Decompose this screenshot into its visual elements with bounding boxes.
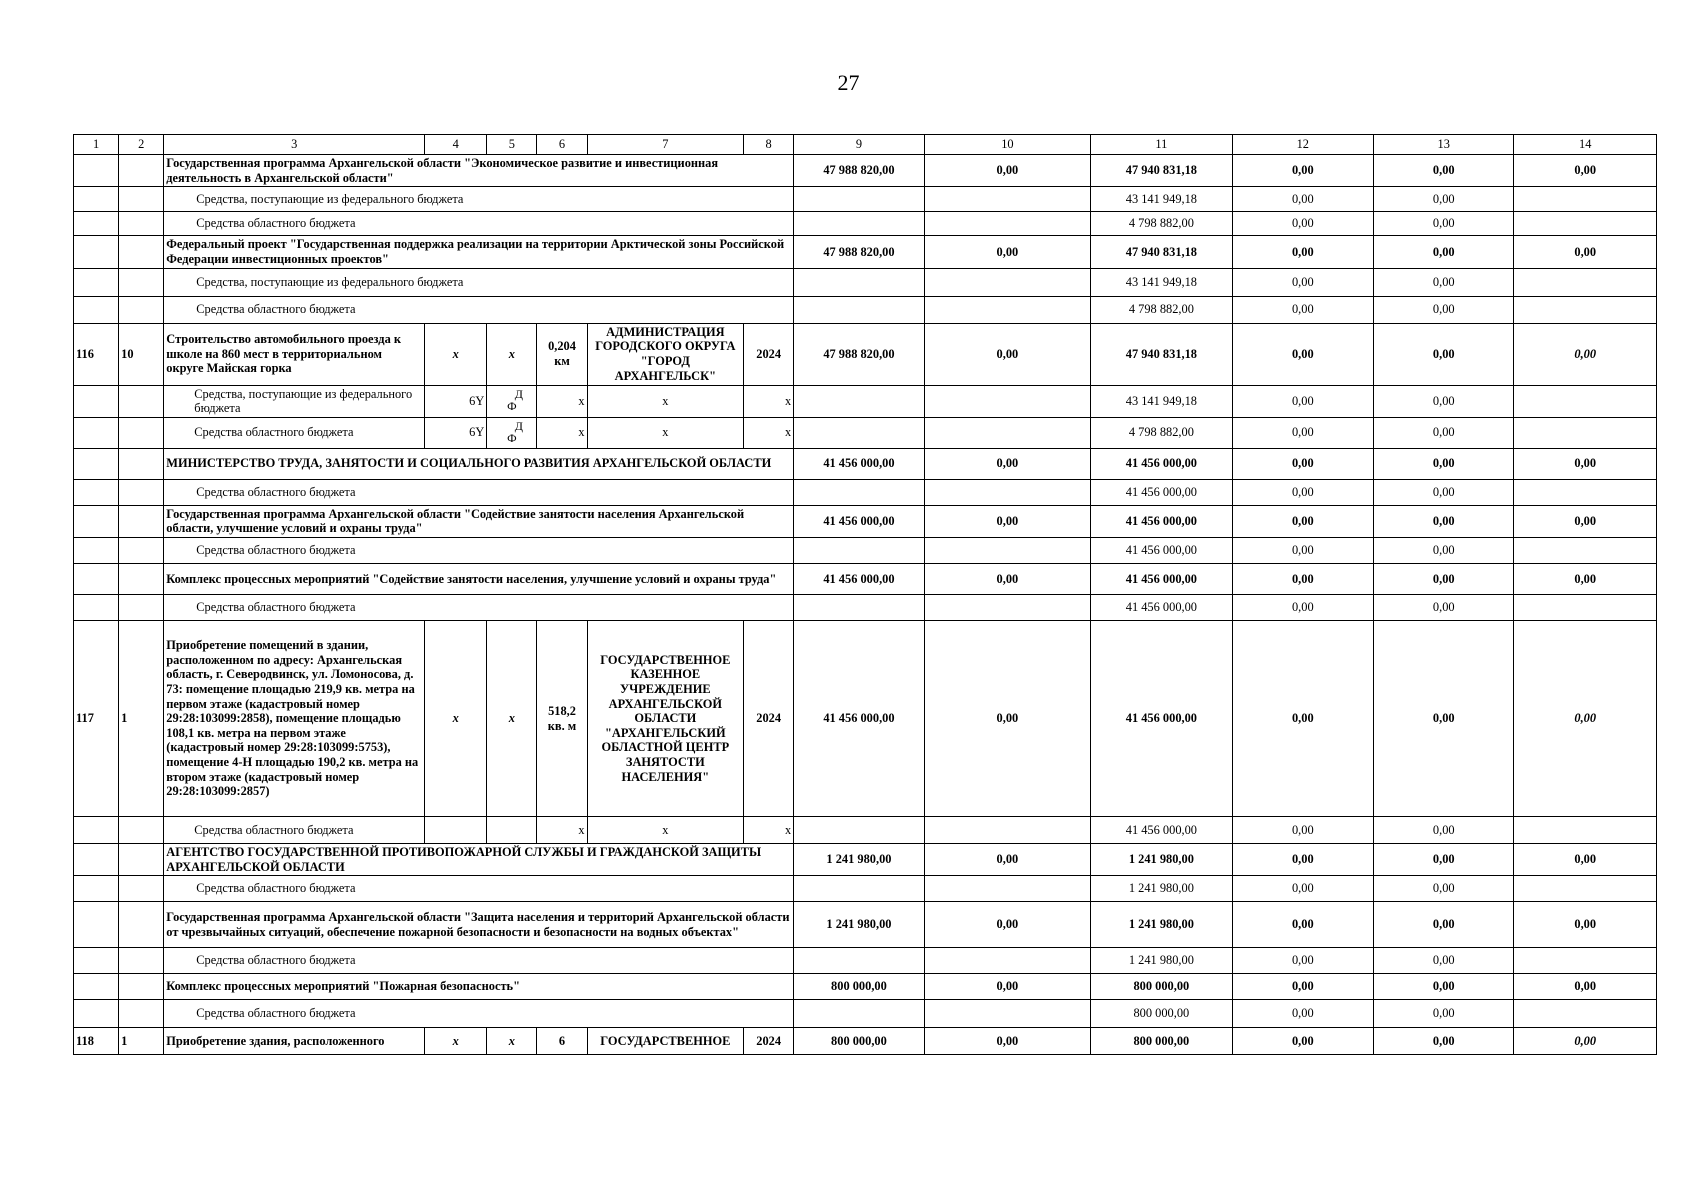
- amount-cell: 0,00: [1374, 974, 1514, 1000]
- amount-cell: 0,00: [1374, 212, 1514, 236]
- amount-cell: 0,00: [1232, 844, 1373, 876]
- amount-cell: 41 456 000,00: [794, 564, 924, 595]
- amount-cell: 0,00: [1374, 385, 1514, 417]
- row-number-cell: [74, 538, 119, 564]
- row-number-cell: [74, 505, 119, 537]
- funding-source: Средства областного бюджета: [164, 212, 794, 236]
- column-header: 3: [164, 135, 425, 155]
- amount-cell: 1 241 980,00: [1091, 948, 1232, 974]
- funding-source: Средства областного бюджета: [164, 479, 794, 505]
- amount-cell: 0,00: [1232, 1000, 1373, 1028]
- amount-cell: 0,00: [924, 236, 1091, 268]
- table-row: [74, 974, 1657, 1000]
- amount-cell: 0,00: [1514, 844, 1657, 876]
- item-number-cell: [119, 268, 164, 296]
- table-row: [74, 479, 1657, 505]
- amount-cell: 41 456 000,00: [794, 448, 924, 479]
- row-number-cell: [74, 479, 119, 505]
- funding-source: Средства областного бюджета: [164, 817, 425, 844]
- amount-cell: 0,00: [924, 621, 1091, 817]
- recipient-cell: x: [587, 385, 743, 417]
- table-row: [74, 505, 1657, 537]
- amount-cell: 43 141 949,18: [1091, 268, 1232, 296]
- funding-source: Средства областного бюджета: [164, 876, 794, 902]
- column-header: 11: [1091, 135, 1232, 155]
- amount-cell: 0,00: [1232, 385, 1373, 417]
- row-number-cell: [74, 155, 119, 187]
- code-cell: [487, 417, 537, 448]
- year-cell: x: [744, 385, 794, 417]
- amount-cell: 47 988 820,00: [794, 155, 924, 187]
- code-letters: Д Ф: [507, 387, 523, 414]
- item-number-cell: [119, 844, 164, 876]
- amount-cell: 800 000,00: [1091, 974, 1232, 1000]
- amount-cell: 41 456 000,00: [1091, 538, 1232, 564]
- amount-cell: [1514, 948, 1657, 974]
- funding-source: Средства областного бюджета: [164, 296, 794, 323]
- amount-cell: [924, 538, 1091, 564]
- amount-cell: [794, 479, 924, 505]
- amount-cell: 0,00: [1232, 1028, 1373, 1055]
- table-row: [74, 844, 1657, 876]
- recipient-cell: АДМИНИСТРАЦИЯ ГОРОДСКОГО ОКРУГА "ГОРОД АРХАНГЕЛЬСК": [587, 323, 743, 385]
- row-number-cell: [74, 236, 119, 268]
- column-header: 2: [119, 135, 164, 155]
- amount-cell: 0,00: [1232, 876, 1373, 902]
- amount-cell: 0,00: [1232, 505, 1373, 537]
- amount-cell: 0,00: [1374, 187, 1514, 212]
- item-number-cell: 1: [119, 1028, 164, 1055]
- amount-cell: 43 141 949,18: [1091, 187, 1232, 212]
- amount-cell: 800 000,00: [1091, 1028, 1232, 1055]
- item-number-cell: [119, 538, 164, 564]
- table-row: [74, 417, 1657, 448]
- item-number-cell: [119, 155, 164, 187]
- amount-cell: [1514, 187, 1657, 212]
- amount-cell: 0,00: [924, 844, 1091, 876]
- amount-cell: [794, 1000, 924, 1028]
- amount-cell: 0,00: [1374, 595, 1514, 621]
- amount-cell: 0,00: [1374, 844, 1514, 876]
- budget-table: [73, 134, 1657, 1055]
- group-name: Государственная программа Архангельской области "Экономическое развитие и инвестиционная деятельность в Архангельской области": [164, 155, 794, 187]
- amount-cell: 0,00: [1232, 187, 1373, 212]
- amount-cell: [924, 417, 1091, 448]
- amount-cell: 0,00: [1374, 296, 1514, 323]
- item-number-cell: [119, 564, 164, 595]
- table-row: [74, 323, 1657, 385]
- amount-cell: [794, 296, 924, 323]
- amount-cell: 4 798 882,00: [1091, 212, 1232, 236]
- funding-source: Средства областного бюджета: [164, 538, 794, 564]
- item-number-cell: [119, 505, 164, 537]
- code-cell: x: [487, 1028, 537, 1055]
- row-number-cell: [74, 417, 119, 448]
- funding-source: Средства областного бюджета: [164, 1000, 794, 1028]
- code-cell: [487, 385, 537, 417]
- item-number-cell: [119, 902, 164, 948]
- group-name: АГЕНТСТВО ГОСУДАРСТВЕННОЙ ПРОТИВОПОЖАРНОЙ СЛУЖБЫ И ГРАЖДАНСКОЙ ЗАЩИТЫ АРХАНГЕЛЬСКОЙ ОБЛАСТИ: [164, 844, 794, 876]
- row-number-cell: [74, 974, 119, 1000]
- item-number-cell: [119, 948, 164, 974]
- item-number-cell: [119, 212, 164, 236]
- object-name: Приобретение помещений в здании, расположенном по адресу: Архангельская область, г. Северодвинск, ул. Ломоносова, д. 73: помещение площадью 219,9 кв. метра на первом этаже (кадастровый номер 29:28:103099:2858), помещение площадью 108,1 кв. метра на первом этаже (кадастровый номер 29:28:103099:5753), помещение 4-Н площадью 190,2 кв. метра на втором этаже (кадастровый номер 29:28:103099:2857): [164, 621, 425, 817]
- amount-cell: 0,00: [1232, 448, 1373, 479]
- recipient-cell: x: [587, 817, 743, 844]
- amount-cell: 0,00: [1374, 155, 1514, 187]
- table-row: [74, 268, 1657, 296]
- table-row: [74, 948, 1657, 974]
- funding-source: Средства, поступающие из федерального бюджета: [164, 187, 794, 212]
- amount-cell: 0,00: [924, 1028, 1091, 1055]
- amount-cell: 0,00: [1374, 817, 1514, 844]
- column-header: 14: [1514, 135, 1657, 155]
- amount-cell: 1 241 980,00: [1091, 844, 1232, 876]
- amount-cell: [1514, 595, 1657, 621]
- amount-cell: 1 241 980,00: [1091, 902, 1232, 948]
- group-name: Комплекс процессных мероприятий "Пожарная безопасность": [164, 974, 794, 1000]
- amount-cell: 0,00: [1374, 538, 1514, 564]
- amount-cell: 0,00: [1514, 1028, 1657, 1055]
- item-number-cell: [119, 817, 164, 844]
- amount-cell: 800 000,00: [1091, 1000, 1232, 1028]
- code-cell: 6Y: [425, 417, 487, 448]
- amount-cell: 43 141 949,18: [1091, 385, 1232, 417]
- amount-cell: 0,00: [1232, 595, 1373, 621]
- amount-cell: 0,00: [1374, 876, 1514, 902]
- amount-cell: [794, 876, 924, 902]
- table-row: [74, 902, 1657, 948]
- amount-cell: 0,00: [1374, 1000, 1514, 1028]
- code-cell: x: [487, 621, 537, 817]
- code-letters: Д Ф: [507, 418, 523, 445]
- table-row: [74, 1000, 1657, 1028]
- amount-cell: 0,00: [1232, 538, 1373, 564]
- object-name: Приобретение здания, расположенного: [164, 1028, 425, 1055]
- amount-cell: 0,00: [1232, 212, 1373, 236]
- amount-cell: 0,00: [1514, 323, 1657, 385]
- recipient-cell: x: [587, 417, 743, 448]
- amount-cell: [1514, 296, 1657, 323]
- amount-cell: [1514, 385, 1657, 417]
- code-cell: [487, 817, 537, 844]
- amount-cell: 47 988 820,00: [794, 236, 924, 268]
- capacity-cell: x: [537, 817, 587, 844]
- amount-cell: 0,00: [1232, 479, 1373, 505]
- amount-cell: 0,00: [1514, 505, 1657, 537]
- row-number-cell: [74, 385, 119, 417]
- item-number-cell: [119, 876, 164, 902]
- funding-source: Средства областного бюджета: [164, 595, 794, 621]
- amount-cell: 0,00: [1374, 479, 1514, 505]
- amount-cell: 0,00: [924, 564, 1091, 595]
- funding-source: Средства областного бюджета: [164, 417, 425, 448]
- funding-source: Средства областного бюджета: [164, 948, 794, 974]
- group-name: Государственная программа Архангельской области "Защита населения и территорий Архангельской области от чрезвычайных ситуаций, обеспечение пожарной безопасности и безопасности на водных объектах": [164, 902, 794, 948]
- amount-cell: 1 241 980,00: [1091, 876, 1232, 902]
- table-row: [74, 621, 1657, 817]
- amount-cell: 0,00: [1232, 268, 1373, 296]
- amount-cell: 47 988 820,00: [794, 323, 924, 385]
- amount-cell: 0,00: [1232, 564, 1373, 595]
- amount-cell: 0,00: [1374, 902, 1514, 948]
- item-number-cell: [119, 385, 164, 417]
- code-cell: x: [425, 621, 487, 817]
- amount-cell: 0,00: [1232, 417, 1373, 448]
- amount-cell: 0,00: [1232, 323, 1373, 385]
- amount-cell: 0,00: [1232, 621, 1373, 817]
- amount-cell: 1 241 980,00: [794, 902, 924, 948]
- amount-cell: [1514, 268, 1657, 296]
- row-number-cell: [74, 212, 119, 236]
- item-number-cell: [119, 187, 164, 212]
- amount-cell: [924, 385, 1091, 417]
- group-name: Государственная программа Архангельской области "Содействие занятости населения Архангельской области, улучшение условий и охраны труда": [164, 505, 794, 537]
- item-number-cell: 10: [119, 323, 164, 385]
- amount-cell: 0,00: [1232, 817, 1373, 844]
- row-number-cell: [74, 817, 119, 844]
- row-number-cell: [74, 296, 119, 323]
- capacity-cell: 0,204 км: [537, 323, 587, 385]
- amount-cell: [794, 212, 924, 236]
- table-row: [74, 876, 1657, 902]
- column-header: 4: [425, 135, 487, 155]
- group-name: Федеральный проект "Государственная поддержка реализации на территории Арктической зоны Российской Федерации инвестиционных проектов": [164, 236, 794, 268]
- amount-cell: [1514, 876, 1657, 902]
- item-number-cell: [119, 1000, 164, 1028]
- amount-cell: 0,00: [924, 974, 1091, 1000]
- amount-cell: [794, 538, 924, 564]
- row-number-cell: [74, 948, 119, 974]
- row-number-cell: [74, 876, 119, 902]
- amount-cell: 0,00: [1232, 155, 1373, 187]
- amount-cell: [794, 948, 924, 974]
- item-number-cell: [119, 595, 164, 621]
- year-cell: 2024: [744, 1028, 794, 1055]
- code-cell: x: [425, 1028, 487, 1055]
- amount-cell: 0,00: [1514, 621, 1657, 817]
- amount-cell: 0,00: [1232, 974, 1373, 1000]
- item-number-cell: [119, 448, 164, 479]
- code-cell: [425, 817, 487, 844]
- year-cell: 2024: [744, 621, 794, 817]
- table-row: [74, 385, 1657, 417]
- amount-cell: [1514, 1000, 1657, 1028]
- amount-cell: 0,00: [924, 448, 1091, 479]
- amount-cell: 0,00: [1374, 505, 1514, 537]
- amount-cell: 0,00: [924, 155, 1091, 187]
- amount-cell: 41 456 000,00: [1091, 595, 1232, 621]
- amount-cell: 0,00: [1514, 974, 1657, 1000]
- capacity-cell: x: [537, 417, 587, 448]
- year-cell: x: [744, 417, 794, 448]
- table-row: [74, 236, 1657, 268]
- group-name: Комплекс процессных мероприятий "Содействие занятости населения, улучшение условий и охраны труда": [164, 564, 794, 595]
- group-name: МИНИСТЕРСТВО ТРУДА, ЗАНЯТОСТИ И СОЦИАЛЬНОГО РАЗВИТИЯ АРХАНГЕЛЬСКОЙ ОБЛАСТИ: [164, 448, 794, 479]
- item-number-cell: [119, 974, 164, 1000]
- amount-cell: [794, 187, 924, 212]
- amount-cell: [924, 595, 1091, 621]
- amount-cell: 41 456 000,00: [794, 505, 924, 537]
- code-cell: x: [425, 323, 487, 385]
- item-number-cell: [119, 296, 164, 323]
- page-number: 27: [837, 70, 860, 95]
- capacity-cell: 518,2 кв. м: [537, 621, 587, 817]
- amount-cell: 0,00: [1514, 236, 1657, 268]
- column-header: 9: [794, 135, 924, 155]
- amount-cell: 41 456 000,00: [1091, 621, 1232, 817]
- table-row: [74, 296, 1657, 323]
- row-number-cell: [74, 844, 119, 876]
- amount-cell: [794, 268, 924, 296]
- amount-cell: 0,00: [924, 323, 1091, 385]
- amount-cell: 0,00: [1374, 564, 1514, 595]
- funding-source: Средства, поступающие из федерального бюджета: [164, 268, 794, 296]
- amount-cell: 47 940 831,18: [1091, 155, 1232, 187]
- row-number-cell: [74, 1000, 119, 1028]
- table-row: [74, 1028, 1657, 1055]
- funding-source: Средства, поступающие из федерального бюджета: [164, 385, 425, 417]
- amount-cell: 41 456 000,00: [1091, 479, 1232, 505]
- amount-cell: 0,00: [1232, 948, 1373, 974]
- column-header: 10: [924, 135, 1091, 155]
- amount-cell: 800 000,00: [794, 974, 924, 1000]
- capacity-cell: 6: [537, 1028, 587, 1055]
- row-number-cell: [74, 268, 119, 296]
- amount-cell: 1 241 980,00: [794, 844, 924, 876]
- amount-cell: 0,00: [924, 505, 1091, 537]
- amount-cell: 4 798 882,00: [1091, 296, 1232, 323]
- code-cell: x: [487, 323, 537, 385]
- column-header: 1: [74, 135, 119, 155]
- amount-cell: [1514, 212, 1657, 236]
- table-row: [74, 155, 1657, 187]
- amount-cell: 0,00: [1374, 448, 1514, 479]
- amount-cell: 47 940 831,18: [1091, 323, 1232, 385]
- recipient-cell: ГОСУДАРСТВЕННОЕ КАЗЕННОЕ УЧРЕЖДЕНИЕ АРХАНГЕЛЬСКОЙ ОБЛАСТИ "АРХАНГЕЛЬСКИЙ ОБЛАСТНОЙ ЦЕНТР ЗАНЯТОСТИ НАСЕЛЕНИЯ": [587, 621, 743, 817]
- amount-cell: 0,00: [1374, 236, 1514, 268]
- row-number-cell: 118: [74, 1028, 119, 1055]
- amount-cell: 41 456 000,00: [794, 621, 924, 817]
- amount-cell: 0,00: [1514, 564, 1657, 595]
- column-header: 5: [487, 135, 537, 155]
- amount-cell: [924, 296, 1091, 323]
- item-number-cell: [119, 236, 164, 268]
- amount-cell: 0,00: [1514, 448, 1657, 479]
- amount-cell: 0,00: [1514, 155, 1657, 187]
- row-number-cell: [74, 187, 119, 212]
- capacity-cell: x: [537, 385, 587, 417]
- amount-cell: [794, 385, 924, 417]
- amount-cell: [924, 268, 1091, 296]
- amount-cell: [924, 187, 1091, 212]
- item-number-cell: [119, 417, 164, 448]
- amount-cell: 0,00: [1232, 902, 1373, 948]
- table-row: [74, 564, 1657, 595]
- column-header: 6: [537, 135, 587, 155]
- amount-cell: 41 456 000,00: [1091, 817, 1232, 844]
- amount-cell: 0,00: [1374, 268, 1514, 296]
- row-number-cell: [74, 595, 119, 621]
- item-number-cell: 1: [119, 621, 164, 817]
- amount-cell: 0,00: [1514, 902, 1657, 948]
- code-cell: 6Y: [425, 385, 487, 417]
- column-number-row: [74, 135, 1657, 155]
- row-number-cell: [74, 448, 119, 479]
- amount-cell: 4 798 882,00: [1091, 417, 1232, 448]
- amount-cell: [1514, 479, 1657, 505]
- amount-cell: [1514, 817, 1657, 844]
- amount-cell: 47 940 831,18: [1091, 236, 1232, 268]
- amount-cell: 41 456 000,00: [1091, 448, 1232, 479]
- amount-cell: 0,00: [1374, 323, 1514, 385]
- row-number-cell: 116: [74, 323, 119, 385]
- table-row: [74, 817, 1657, 844]
- amount-cell: [924, 212, 1091, 236]
- amount-cell: [924, 948, 1091, 974]
- amount-cell: [1514, 538, 1657, 564]
- item-number-cell: [119, 479, 164, 505]
- amount-cell: 0,00: [1374, 417, 1514, 448]
- amount-cell: [794, 417, 924, 448]
- column-header: 13: [1374, 135, 1514, 155]
- object-name: Строительство автомобильного проезда к школе на 860 мест в территориальном округе Майская горка: [164, 323, 425, 385]
- amount-cell: [794, 817, 924, 844]
- table-row: [74, 448, 1657, 479]
- amount-cell: [924, 817, 1091, 844]
- amount-cell: 41 456 000,00: [1091, 505, 1232, 537]
- year-cell: 2024: [744, 323, 794, 385]
- column-header: 12: [1232, 135, 1373, 155]
- amount-cell: [924, 876, 1091, 902]
- recipient-cell: ГОСУДАРСТВЕННОЕ: [587, 1028, 743, 1055]
- column-header: 7: [587, 135, 743, 155]
- table-row: [74, 212, 1657, 236]
- amount-cell: [794, 595, 924, 621]
- row-number-cell: [74, 564, 119, 595]
- year-cell: x: [744, 817, 794, 844]
- amount-cell: 41 456 000,00: [1091, 564, 1232, 595]
- amount-cell: 0,00: [1374, 621, 1514, 817]
- column-header: 8: [744, 135, 794, 155]
- row-number-cell: [74, 902, 119, 948]
- amount-cell: [1514, 417, 1657, 448]
- amount-cell: 0,00: [1374, 1028, 1514, 1055]
- amount-cell: 0,00: [1232, 296, 1373, 323]
- amount-cell: 0,00: [924, 902, 1091, 948]
- amount-cell: 0,00: [1374, 948, 1514, 974]
- row-number-cell: 117: [74, 621, 119, 817]
- amount-cell: 800 000,00: [794, 1028, 924, 1055]
- table-row: [74, 538, 1657, 564]
- amount-cell: [924, 1000, 1091, 1028]
- table-row: [74, 595, 1657, 621]
- amount-cell: [924, 479, 1091, 505]
- amount-cell: 0,00: [1232, 236, 1373, 268]
- table-row: [74, 187, 1657, 212]
